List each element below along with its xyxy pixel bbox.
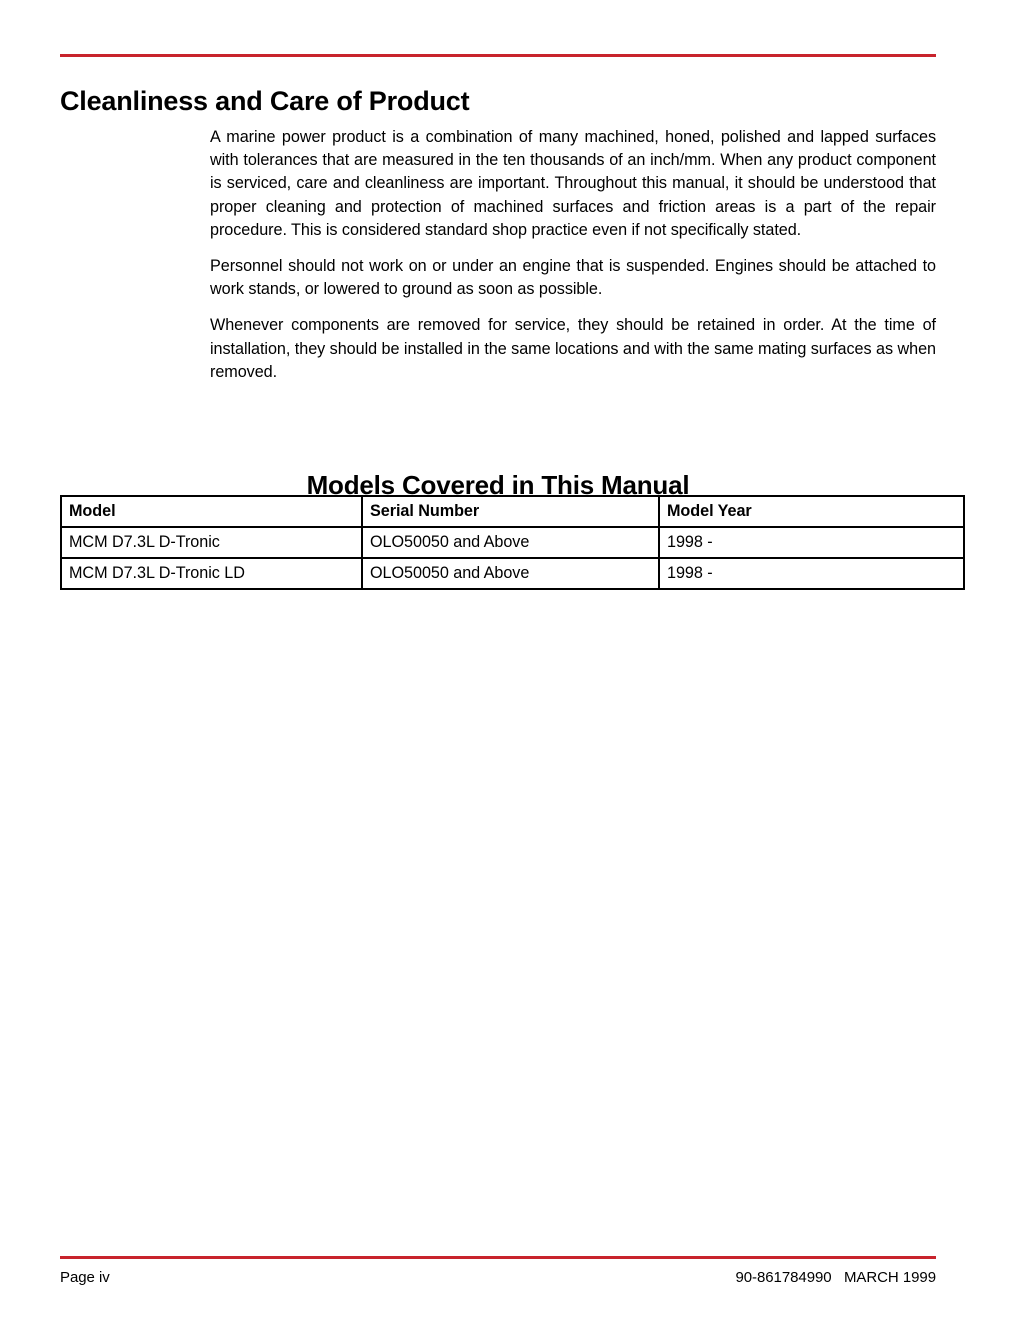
cell-model-year: 1998 - <box>659 558 964 589</box>
paragraph-2: Personnel should not work on or under an engine that is suspended. Engines should be attached to work stands, or lowered to ground as soon as possible. <box>210 257 936 299</box>
models-covered-table <box>60 495 965 590</box>
table-row <box>61 558 964 589</box>
table-row <box>61 527 964 558</box>
column-header-serial-number: Serial Number <box>362 496 659 527</box>
paragraph-3: Whenever components are removed for service, they should be retained in order. At the time of installation, they should be installed in the same locations and with the same mating surfaces as when removed. <box>210 316 936 381</box>
cell-serial-number: OLO50050 and Above <box>362 558 659 589</box>
models-covered-heading: Models Covered in This Manual <box>306 469 690 500</box>
page-footer <box>60 1268 936 1290</box>
footer-rule <box>60 1256 936 1259</box>
footer-document-info: 90-861784990 MARCH 1999 <box>735 1269 936 1286</box>
footer-page-number: Page iv <box>60 1269 110 1286</box>
header-rule <box>60 54 936 57</box>
cell-model-year: 1998 - <box>659 527 964 558</box>
paragraph-1: A marine power product is a combination of many machined, honed, polished and lapped surfaces with tolerances that are measured in the ten thousands of an inch/mm. When any product component is serviced, care and cleanliness are important. Throughout this manual, it should be understood that proper cleaning and protection of machined surfaces and friction areas is a part of the repair procedure. This is considered standard shop practice even if not specifically stated. <box>210 128 936 239</box>
cell-serial-number: OLO50050 and Above <box>362 527 659 558</box>
cell-model: MCM D7.3L D-Tronic <box>61 527 362 558</box>
body-content <box>210 126 936 384</box>
table-header-row <box>61 496 964 527</box>
page-title: Cleanliness and Care of Product <box>60 86 470 117</box>
column-header-model-year: Model Year <box>659 496 964 527</box>
column-header-model: Model <box>61 496 362 527</box>
cell-model: MCM D7.3L D-Tronic LD <box>61 558 362 589</box>
